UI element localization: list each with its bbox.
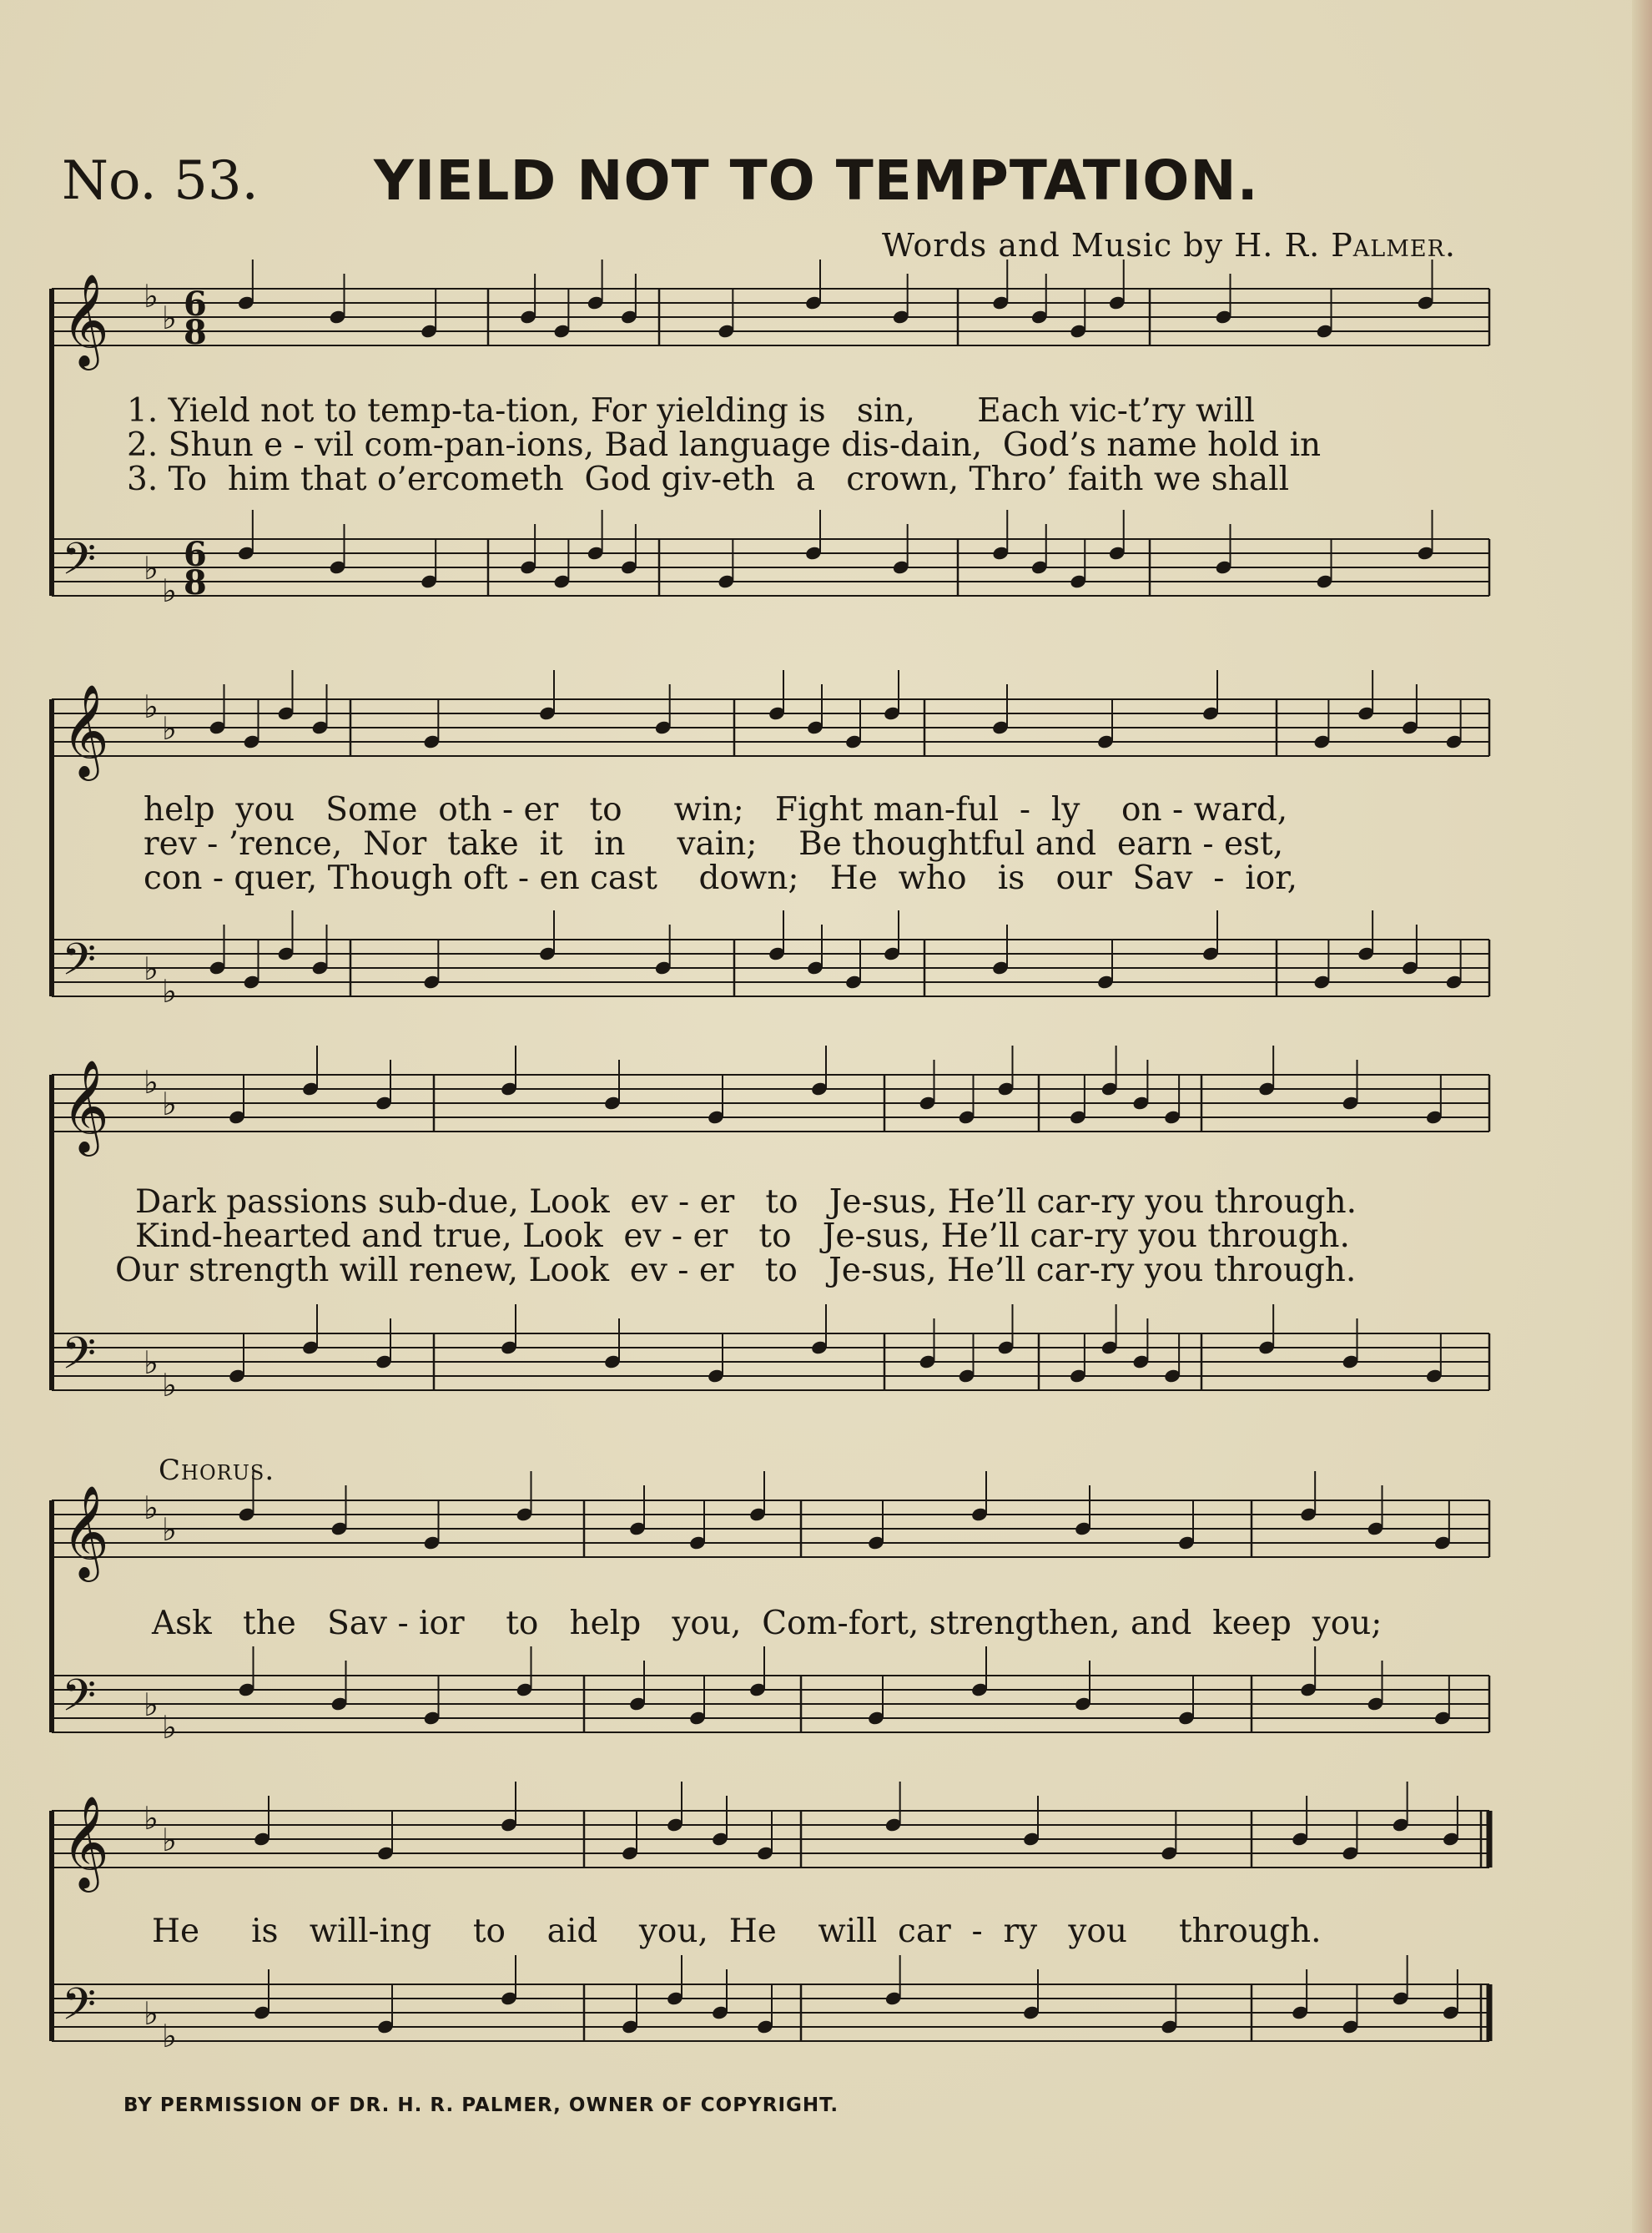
bass-clef-icon: 𝄢	[62, 935, 97, 996]
flat-icon: ♭	[162, 1511, 177, 1548]
flat-icon: ♭	[162, 300, 177, 336]
flat-icon: ♭	[162, 1822, 177, 1858]
flat-icon: ♭	[144, 1686, 159, 1723]
bass-clef-icon: 𝄢	[62, 1328, 97, 1390]
credit-prefix: Words and Music by H. R.	[881, 227, 1332, 264]
flat-icon: ♭	[144, 1490, 159, 1526]
flat-icon: ♭	[162, 2018, 177, 2054]
treble-clef-icon: 𝄞	[62, 1059, 109, 1152]
flat-icon: ♭	[144, 1800, 159, 1837]
lyric-line: He is will-ing to aid you, He will car - ry you through.	[152, 1913, 1322, 1950]
time-signature: 6	[184, 285, 207, 324]
flat-icon: ♭	[144, 278, 159, 315]
hymn-title: YIELD NOT TO TEMPTATION.	[374, 149, 1259, 213]
bass-clef-icon: 𝄢	[62, 1671, 97, 1732]
lyric-line: 2. Shun e - vil com-pan-ions, Bad language dis-dain, God’s name hold in	[127, 426, 1322, 464]
lyric-line: 1. Yield not to temp-ta-tion, For yielding is sin, Each vic-t’ry will	[127, 392, 1255, 430]
lyric-line: Our strength will renew, Look ev - er to Je-sus, He’ll car-ry you through.	[115, 1252, 1357, 1289]
flat-icon: ♭	[144, 1995, 159, 2032]
flat-icon: ♭	[162, 1367, 177, 1404]
time-signature: 8	[184, 563, 207, 602]
lyric-line: Ask the Sav - ior to help you, Com-fort, strengthen, and keep you;	[152, 1605, 1383, 1642]
treble-clef-icon: 𝄞	[62, 683, 109, 777]
flat-icon: ♭	[144, 950, 159, 987]
flat-icon: ♭	[144, 1344, 159, 1381]
lyric-line: rev - ’rence, Nor take it in vain; Be thoughtful and earn - est,	[144, 825, 1284, 863]
hymn-number: No. 53.	[62, 150, 259, 212]
lyric-line: help you Some oth - er to win; Fight man-ful - ly on - ward,	[144, 791, 1288, 829]
lyric-line: Dark passions sub-due, Look ev - er to Je-sus, He’ll car-ry you through.	[135, 1183, 1357, 1221]
flat-icon: ♭	[162, 572, 177, 609]
bass-clef-icon: 𝄢	[62, 534, 97, 596]
flat-icon: ♭	[162, 973, 177, 1010]
lyric-line: 3. To him that o’ercometh God giv-eth a crown, Thro’ faith we shall	[127, 461, 1290, 498]
flat-icon: ♭	[144, 1064, 159, 1101]
flat-icon: ♭	[162, 1709, 177, 1746]
flat-icon: ♭	[162, 1086, 177, 1122]
treble-clef-icon: 𝄞	[62, 1484, 109, 1578]
bass-clef-icon: 𝄢	[62, 1979, 97, 2041]
copyright-footer: BY PERMISSION OF DR. H. R. PALMER, OWNER OF COPYRIGHT.	[123, 2094, 839, 2116]
credit-name: Palmer.	[1331, 227, 1456, 264]
lyric-line: con - quer, Though oft - en cast down; He who is our Sav - ior,	[144, 859, 1297, 897]
flat-icon: ♭	[162, 710, 177, 747]
time-signature: 6	[184, 535, 207, 574]
treble-clef-icon: 𝄞	[62, 273, 109, 366]
flat-icon: ♭	[144, 688, 159, 725]
chorus-label: Chorus.	[159, 1454, 275, 1487]
lyric-line: Kind-hearted and true, Look ev - er to Je-sus, He’ll car-ry you through.	[135, 1217, 1350, 1255]
time-signature: 8	[184, 313, 207, 352]
treble-clef-icon: 𝄞	[62, 1795, 109, 1888]
flat-icon: ♭	[144, 550, 159, 587]
